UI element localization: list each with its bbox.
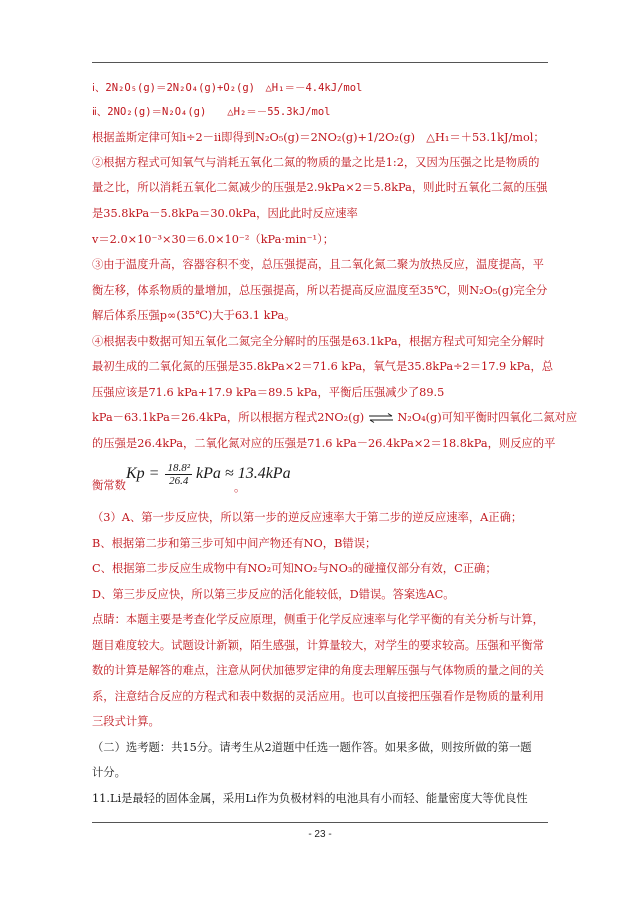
kp-rhs: kPa ≈ 13.4kPa [196,465,291,483]
tip-line: 系，注意结合反应的方程式和表中数据的灵活应用。也可以直接把压强看作是物质的量利用 [92,690,544,703]
question-11: 11.Li是最轻的固体金属，采用Li作为负极材料的电池具有小而轻、能量密度大等优良性 [92,792,528,805]
constant-period: 。 [234,481,246,494]
tip-line: 题目难度较大。试题设计新颖，陌生感强，计算量较大，对学生的要求较高。压强和平衡常 [92,639,544,652]
kp-fraction [165,462,192,487]
kp-formula [126,462,291,487]
answer-line: 的压强是26.4kPa，二氧化氮对应的压强是71.6 kPa－26.4kPa×2＝18.8kPa，则反应的平 [92,437,556,450]
rate-line: v＝2.0×10⁻³×30＝6.0×10⁻²（kPa·min⁻¹）； [92,233,335,246]
option-d-line: D、第三步反应快，所以第三步反应的活化能较低，D错误。答案选AC。 [92,588,455,601]
equilibrium-arrow-icon [368,413,394,423]
equation-i: ⅰ、2N₂O₅(g)＝2N₂O₄(g)+O₂(g) △H₁＝－4.4kJ/mol [92,82,363,94]
answer-line: ④根据表中数据可知五氧化二氮完全分解时的压强是63.1kPa，根据方程式可知完全分解时 [92,335,545,348]
page-number: - 23 - [308,829,332,840]
answer-line: 最初生成的二氧化氮的压强是35.8kPa×2＝71.6 kPa，氧气是35.8kPa÷2＝17.9 kPa，总 [92,360,554,373]
kp-numerator: 18.8² [167,462,191,474]
option-b-line: B、根据第二步和第三步可知中间产物还有NO，B错误； [92,537,377,550]
answer-line: ②根据方程式可知氧气与消耗五氧化二氮的物质的量之比是1:2，又因为压强之比是物质的 [92,156,540,169]
kp-lhs: Kp = [126,465,160,483]
elective-heading: 计分。 [92,766,126,779]
answer-line: 解后体系压强p∞(35℃)大于63.1 kPa。 [92,309,296,322]
answer-line: 是35.8kPa－5.8kPa＝30.0kPa，因此此时反应速率 [92,207,358,220]
constant-label: 衡常数 [92,479,126,492]
hess-law-line: 根据盖斯定律可知ⅰ÷2－ⅱ即得到N₂O₅(g)＝2NO₂(g)+1/2O₂(g) △H₁＝＋53.1kJ/mol； [92,131,545,144]
answer-line: 衡左移，体系物质的量增加，总压强提高，所以若提高反应温度至35℃，则N₂O₅(g)完全分 [92,284,548,297]
header-rule [92,62,548,63]
kp-denominator: 26.4 [169,475,189,487]
equilibrium-line [92,410,577,426]
footer-rule [92,822,548,823]
equilibrium-text-end: N₂O₄(g)可知平衡时四氧化二氮对应 [397,411,578,424]
equation-ii: ⅱ、2NO₂(g)＝N₂O₄(g) △H₂＝－55.3kJ/mol [92,106,331,118]
answer-line: 压强应该是71.6 kPa+17.9 kPa＝89.5 kPa，平衡后压强减少了89.5 [92,386,445,399]
answer-line: ③由于温度升高，容器容积不变，总压强提高，且二氧化氮二聚为放热反应，温度提高，平 [92,258,544,271]
option-a-line: （3）A、第一步反应快，所以第一步的逆反应速率大于第二步的逆反应速率，A正确； [92,511,523,524]
elective-heading: （二）选考题：共15分。请考生从2道题中任选一题作答。如果多做，则按所做的第一题 [92,741,532,754]
tip-line: 三段式计算。 [92,715,160,728]
option-c-line: C、根据第二步反应生成物中有NO₂可知NO₂与NO₃的碰撞仅部分有效，C正确； [92,562,497,575]
answer-line: 量之比，所以消耗五氧化二氮减少的压强是2.9kPa×2＝5.8kPa，则此时五氧化二氮的压强 [92,181,548,194]
tip-line: 点睛：本题主要是考查化学反应原理，侧重于化学反应速率与化学平衡的有关分析与计算， [92,613,544,626]
equilibrium-text-start: kPa－63.1kPa＝26.4kPa，所以根据方程式2NO₂(g) [92,411,365,424]
tip-line: 数的计算是解答的难点，注意从阿伏加德罗定律的角度去理解压强与气体物质的量之间的关 [92,664,544,677]
